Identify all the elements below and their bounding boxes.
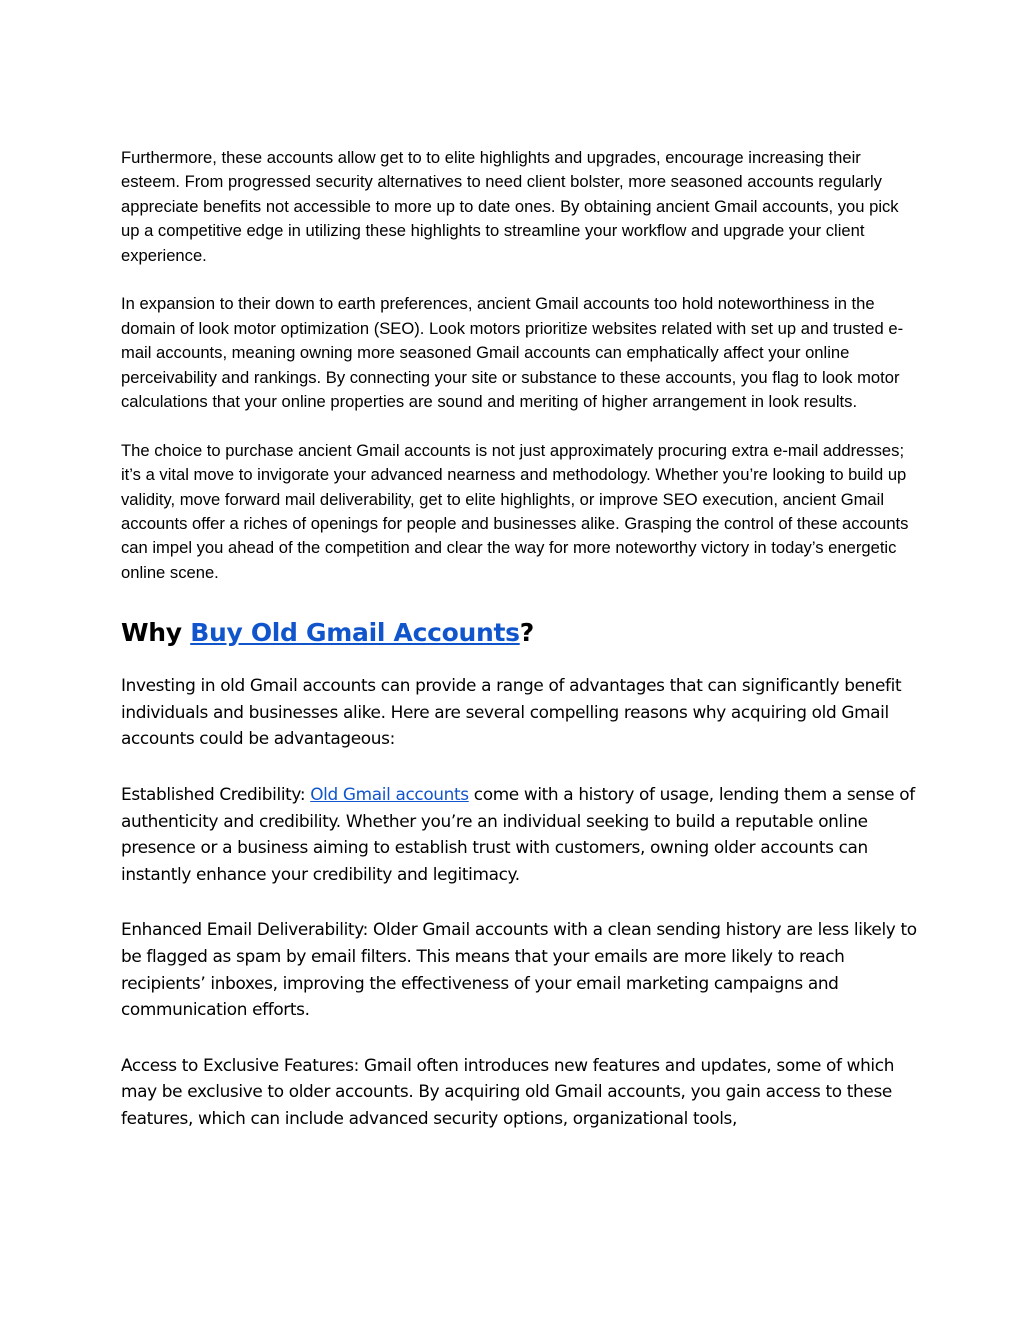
paragraph-exclusive-features: Access to Exclusive Features: Gmail often introduces new features and updates, some of which may be exclusive to older accounts. By acquiring old Gmail accounts, you gain access to these features, which can include advanced security options, organizational tools, xyxy=(121,1054,895,1128)
paragraph-intro: Investing in old Gmail accounts can provide a range of advantages that can significantly benefit individuals and businesses alike. Here are several compelling reasons why acquiring old Gmail accounts could be advantageous: xyxy=(121,675,902,749)
credibility-lead: Established Credibility: xyxy=(121,784,311,805)
paragraph-seo: In expansion to their down to earth preferences, ancient Gmail accounts too hold noteworthiness in the domain of look motor optimization (SEO). Look motors prioritize websites related with set up and trusted e-mail accounts, meaning owning more seasoned Gmail accounts can emphatically affect your online perceivability and rankings. By connecting your site or substance to these accounts, you flag to look motor calculations that your online properties are sound and meriting of higher arrangement in look results. xyxy=(121,294,904,412)
paragraph-conclusion: The choice to purchase ancient Gmail accounts is not just approximately procuring extra e-mail addresses; it’s a vital move to invigorate your advanced nearness and methodology. Whether you’re looking to build up validity, move forward mail deliverability, get to elite highlights, or improve SEO execution, ancient Gmail accounts offer a riches of openings for people and businesses alike. Grasping the control of these accounts can impel you ahead of the competition and clear the way for more noteworthy victory in today’s energetic online scene. xyxy=(121,440,909,582)
section-heading xyxy=(121,616,921,650)
paragraph-credibility xyxy=(121,781,921,887)
link-old-gmail-accounts[interactable]: Old Gmail accounts xyxy=(310,784,469,805)
heading-prefix: Why xyxy=(121,618,191,648)
credibility-rest: come with a history of usage, lending them a sense of authenticity and credibility. Whether you’re an individual seeking to build a reputable online presence or a business aiming to establish trust with customers, owning older accounts can instantly enhance your credibility and legitimacy. xyxy=(121,784,915,884)
heading-suffix: ? xyxy=(519,618,534,648)
heading-link-buy-old-gmail-accounts[interactable]: Buy Old Gmail Accounts xyxy=(190,618,520,648)
paragraph-deliverability: Enhanced Email Deliverability: Older Gmail accounts with a clean sending history are less likely to be flagged as spam by email filters. This means that your emails are more likely to reach recipients’ inboxes, improving the effectiveness of your email marketing campaigns and communication efforts. xyxy=(121,919,917,1020)
paragraph-premium-features: Furthermore, these accounts allow get to to elite highlights and upgrades, encourage increasing their esteem. From progressed security alternatives to need client bolster, more seasoned accounts regularly appreciate benefits not accessible to more up to date ones. By obtaining ancient Gmail accounts, you pick up a competitive edge in utilizing these highlights to streamline your workflow and upgrade your client experience. xyxy=(121,148,899,265)
document-page xyxy=(121,146,921,1161)
